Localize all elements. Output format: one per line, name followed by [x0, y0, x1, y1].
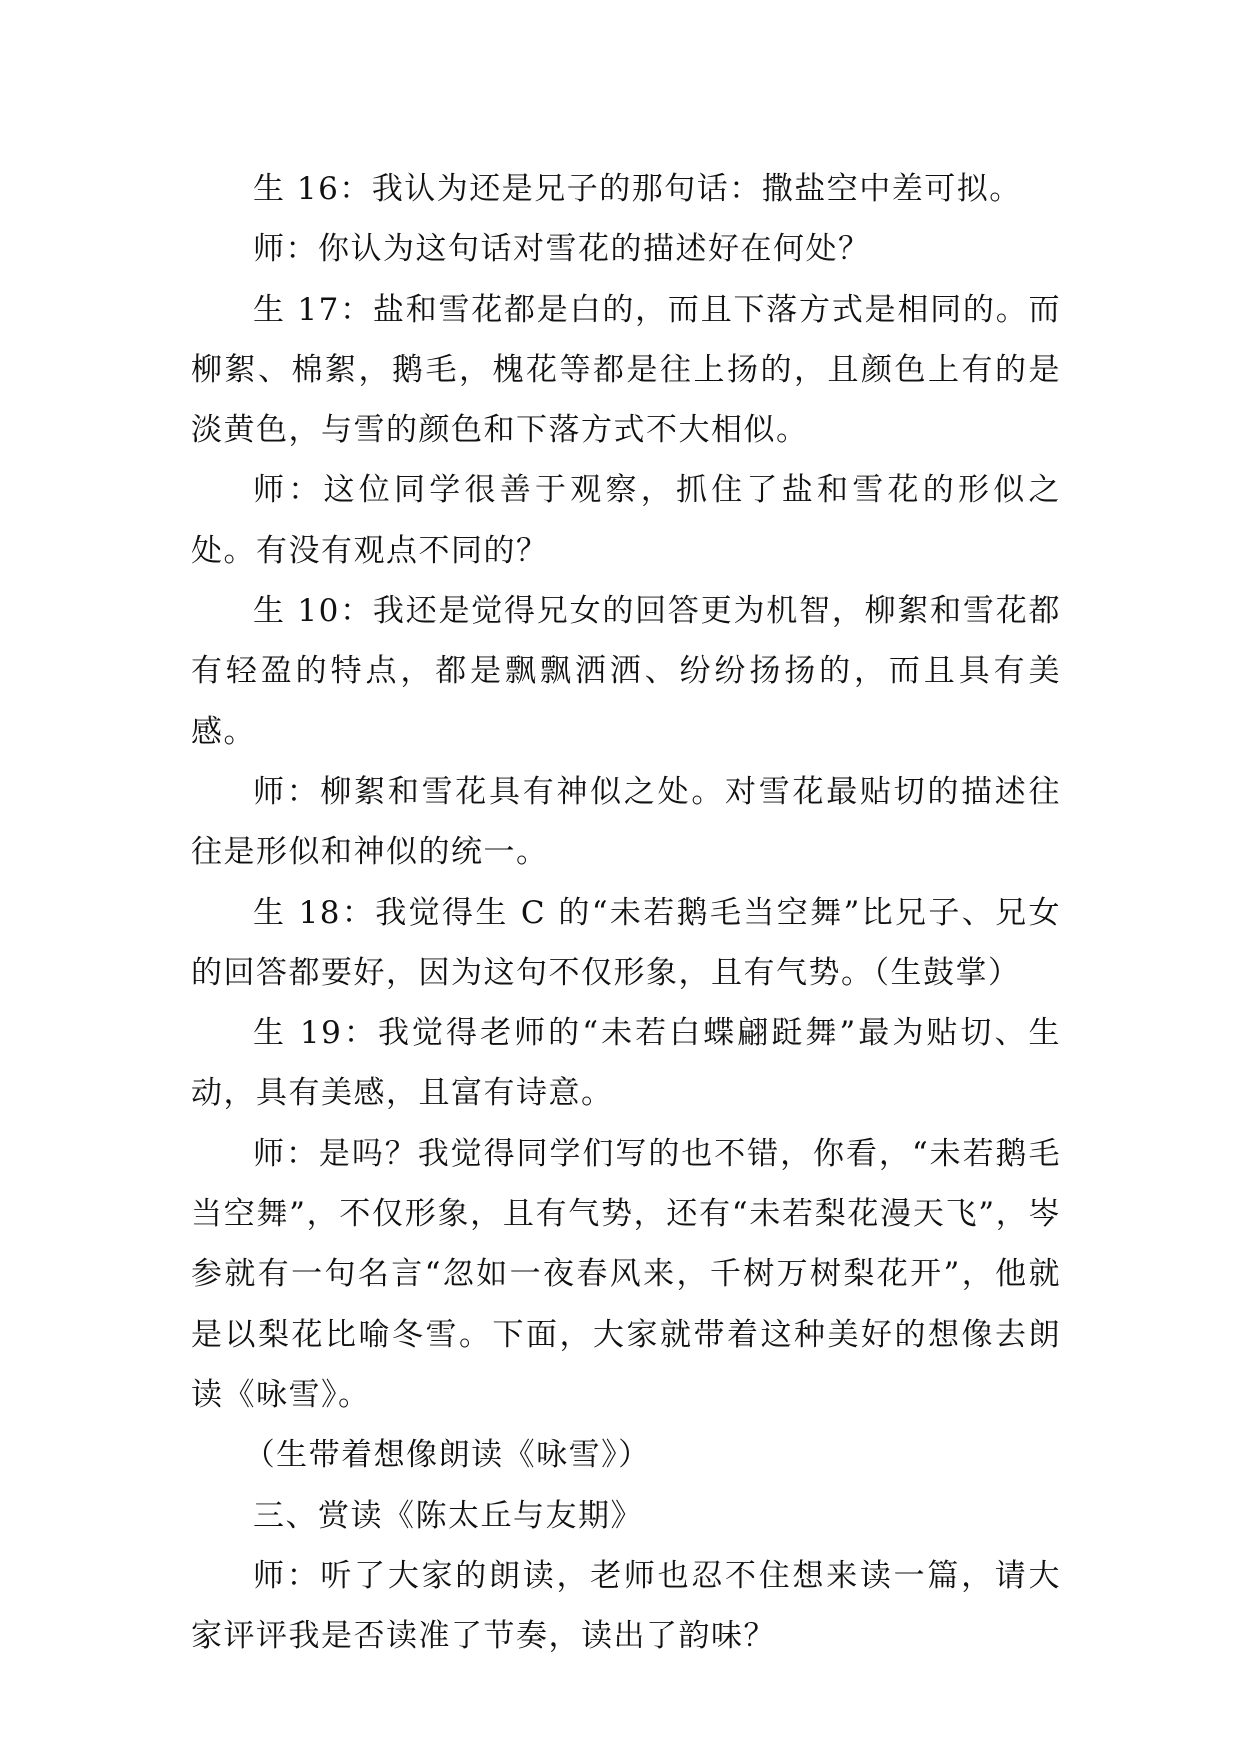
- paragraph-teacher-invite: 师：听了大家的朗读，老师也忍不住想来读一篇，请大家评评我是否读准了节奏，读出了韵味？: [191, 1557, 1061, 1655]
- document-body: [191, 159, 1061, 1666]
- paragraph-student-17: 生 17：盐和雪花都是白的，而且下落方式是相同的。而柳絮、棉絮，鹅毛，槐花等都是往上扬的，且颜色上有的是淡黄色，与雪的颜色和下落方式不大相似。: [191, 291, 1061, 449]
- paragraph-teacher-shensi: 师：柳絮和雪花具有神似之处。对雪花最贴切的描述往往是形似和神似的统一。: [191, 773, 1061, 871]
- paragraph-student-16: 生 16：我认为还是兄子的那句话：撒盐空中差可拟。: [253, 171, 1022, 207]
- paragraph-teacher-question: 师：你认为这句话对雪花的描述好在何处？: [253, 231, 871, 268]
- paragraph-student-18: 生 18：我觉得生 C 的“未若鹅毛当空舞”比兄子、兄女的回答都要好，因为这句不仅形象，且有气势。（生鼓掌）: [191, 894, 1061, 991]
- paragraph-student-19: 生 19：我觉得老师的“未若白蝶翩跹舞”最为贴切、生动，具有美感，且富有诗意。: [191, 1015, 1061, 1112]
- paragraph-stage-direction: （生带着想像朗读《咏雪》）: [243, 1437, 651, 1474]
- section-heading-three: 三、赏读《陈太丘与友期》: [253, 1497, 643, 1534]
- paragraph-teacher-reading: 师：是吗？我觉得同学们写的也不错，你看，“未若鹅毛当空舞”，不仅形象，且有气势，还有“未若梨花漫天飞”，岑参就有一句名言“忽如一夜春风来，千树万树梨花开”，他就是以梨花比喻冬雪。下面，大家就带着这种美好的想像去朗读《咏雪》。: [191, 1135, 1061, 1413]
- paragraph-student-10: 生 10：我还是觉得兄女的回答更为机智，柳絮和雪花都有轻盈的特点，都是飘飘洒洒、纷纷扬扬的，而且具有美感。: [191, 593, 1061, 750]
- paragraph-teacher-observation: 师：这位同学很善于观察，抓住了盐和雪花的形似之处。有没有观点不同的？: [191, 472, 1061, 569]
